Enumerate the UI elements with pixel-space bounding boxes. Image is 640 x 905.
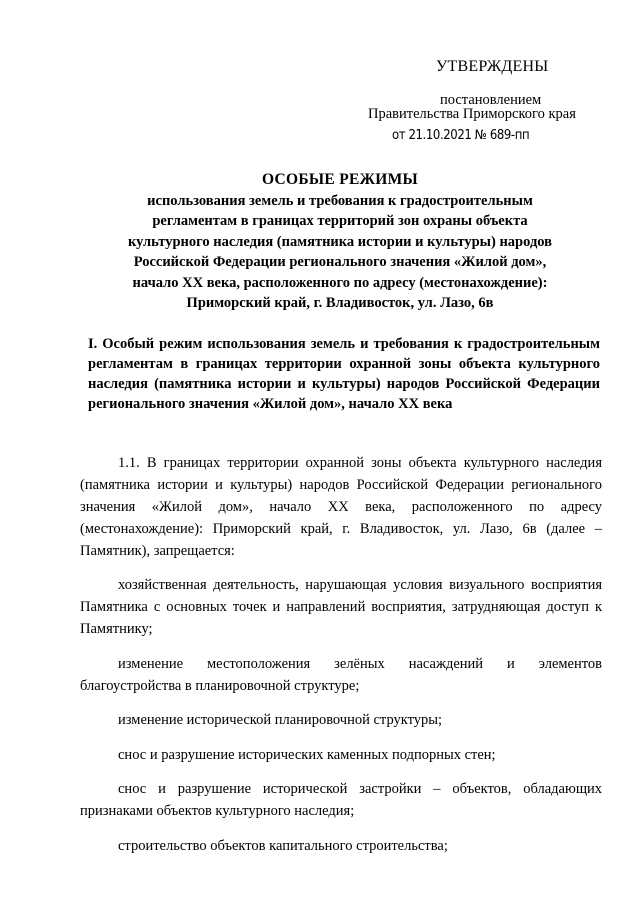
approval-line-date-number: от 21.10.2021 № 689-пп xyxy=(392,128,530,143)
approval-line-resolution: постановлением xyxy=(440,92,542,108)
document-subtitle-line: Российской Федерации регионального значения «Жилой дом», xyxy=(133,254,547,270)
paragraph: снос и разрушение исторических каменных подпорных стен; xyxy=(118,746,496,763)
document-body xyxy=(80,452,602,869)
approval-title: УТВЕРЖДЕНЫ xyxy=(436,58,549,75)
document-subtitle-line: использования земель и требования к градостроительным xyxy=(147,192,533,209)
document-heading xyxy=(80,170,600,314)
paragraph: изменение местоположения зелёных насаждений и элементов благоустройства в планировочной структуре; xyxy=(80,655,602,694)
document-subtitle-line: Приморский край, г. Владивосток, ул. Лазо, 6в xyxy=(186,295,494,311)
section-title: I. Особый режим использования земель и требования к градостроительным регламентам в границах территории охранной зоны объекта культурного наследия (памятника истории и культуры) народов Российской Федерации регионального значения «Жилой дом», начало XX века xyxy=(88,336,600,412)
paragraph: 1.1. В границах территории охранной зоны объекта культурного наследия (памятника истории и культуры) народов Российской Федерации регионального значения «Жилой дом», начало XX века, расположенного по адресу (местонахождение): Приморский край, г. Владивосток, ул. Лазо, 6в (далее – Памятник), запрещается: xyxy=(80,455,602,559)
paragraph: изменение исторической планировочной структуры; xyxy=(118,712,443,728)
document-subtitle-line: культурного наследия (памятника истории и культуры) народов xyxy=(127,233,553,250)
document-subtitle-line: начало XX века, расположенного по адресу (местонахождение): xyxy=(132,274,548,291)
approval-line-government: Правительства Приморского края xyxy=(368,106,576,122)
paragraph: строительство объектов капитального строительства; xyxy=(118,837,448,854)
paragraph: снос и разрушение исторической застройки – объектов, обладающих признаками объектов культурного наследия; xyxy=(80,781,602,819)
document-subtitle-line: регламентам в границах территорий зон охраны объекта xyxy=(152,213,528,229)
paragraph: хозяйственная деятельность, нарушающая условия визуального восприятия Памятника с основных точек и направлений восприятия, затрудняющая доступ к Памятнику; xyxy=(80,577,602,637)
document-title: ОСОБЫЕ РЕЖИМЫ xyxy=(261,171,419,188)
